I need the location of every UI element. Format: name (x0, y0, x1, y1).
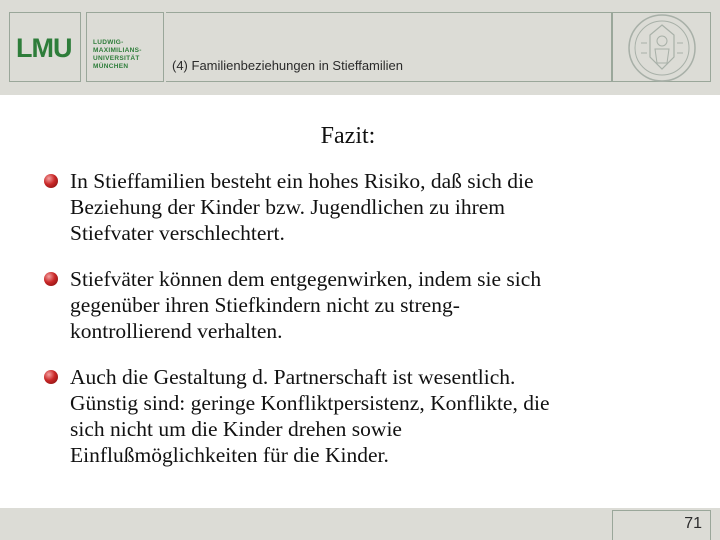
seal-box (612, 12, 711, 82)
slide-title-box (166, 12, 612, 82)
bullet-list (44, 168, 644, 488)
slide-title: (4) Familienbeziehungen in Stieffamilien (172, 58, 403, 73)
bullet-line: kontrollierend verhalten. (70, 319, 283, 343)
university-name (93, 39, 142, 71)
bullet-line: Beziehung der Kinder bzw. Jugendlichen zu ihrem (70, 195, 506, 219)
bullet-dot-icon (44, 174, 58, 188)
bullet-item (44, 168, 644, 246)
page-number-box (612, 510, 711, 540)
bullet-item (44, 266, 644, 344)
footer-band (0, 508, 720, 540)
bullet-line: Auch die Gestaltung d. Partnerschaft ist wesentlich. (70, 365, 516, 389)
header-band (0, 0, 720, 95)
logo-text: LMU (16, 33, 72, 63)
university-seal-icon (627, 13, 697, 83)
university-line: MÜNCHEN (93, 63, 129, 70)
bullet-line: Einflußmöglichkeiten für die Kinder. (70, 443, 389, 467)
bullet-item (44, 364, 644, 468)
university-line: LUDWIG- (93, 39, 124, 46)
bullet-line: Stiefvater verschlechtert. (70, 221, 285, 245)
bullet-line: gegenüber ihren Stiefkindern nicht zu streng- (70, 293, 460, 317)
bullet-line: Günstig sind: geringe Konfliktpersistenz, Konflikte, die (70, 391, 550, 415)
heading-text: Fazit: (320, 123, 376, 149)
bullet-dot-icon (44, 272, 58, 286)
lmu-logo (9, 12, 81, 82)
bullet-line: In Stieffamilien besteht ein hohes Risiko, daß sich die (70, 169, 534, 193)
bullet-line: Stiefväter können dem entgegenwirken, indem sie sich (70, 267, 542, 291)
page-number: 71 (684, 515, 702, 532)
university-line: UNIVERSITÄT (93, 55, 140, 62)
university-name-box (86, 12, 164, 82)
university-line: MAXIMILIANS- (93, 47, 142, 54)
bullet-line: sich nicht um die Kinder drehen sowie (70, 417, 402, 441)
slide-heading (0, 123, 720, 150)
bullet-dot-icon (44, 370, 58, 384)
